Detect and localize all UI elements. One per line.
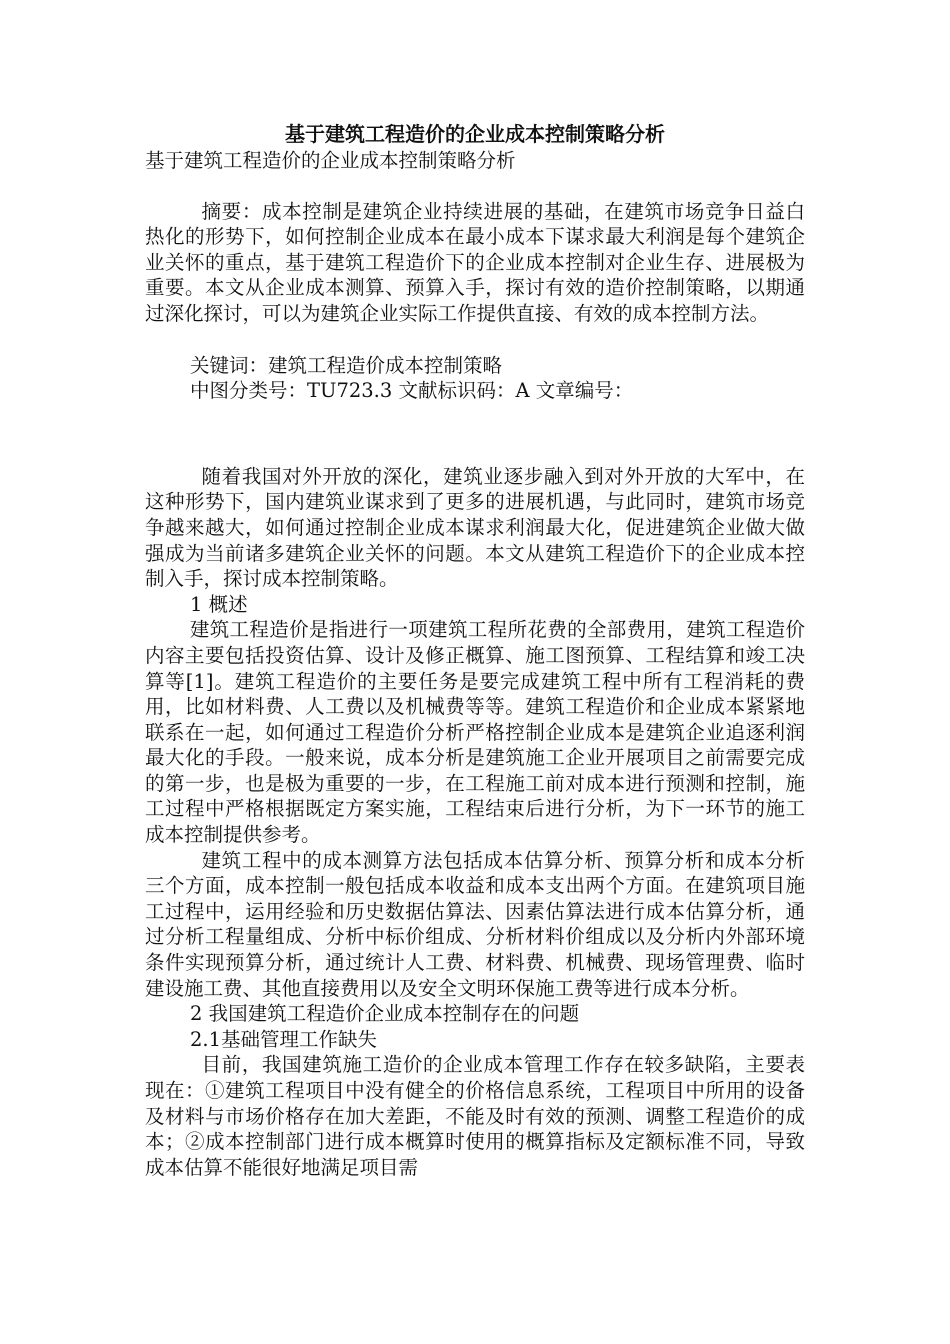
section-2-1-heading: 2.1基础管理工作缺失 bbox=[190, 1027, 378, 1051]
section-2-heading: 2 我国建筑工程造价企业成本控制存在的问题 bbox=[190, 1002, 580, 1026]
document-page bbox=[145, 120, 805, 1180]
spacer bbox=[145, 174, 805, 199]
document-subtitle: 基于建筑工程造价的企业成本控制策略分析 bbox=[145, 149, 516, 172]
classification-line: 中图分类号：TU723.3 文献标识码：A 文章编号： bbox=[190, 379, 634, 403]
document-title: 基于建筑工程造价的企业成本控制策略分析 bbox=[285, 122, 665, 146]
keywords-line: 关键词：建筑工程造价成本控制策略 bbox=[190, 353, 503, 377]
section-2-1-paragraph-1: 目前，我国建筑施工造价的企业成本管理工作存在较多缺陷，主要表现在：①建筑工程项目中没有健全的价格信息系统，工程项目中所用的设备及材料与市场价格存在加大差距，不能及时有效的预测、调整工程造价的成本；②成本控制部门进行成本概算时使用的概算指标及定额标准不同，导致成本估算不能很好地满足项目需 bbox=[145, 1053, 805, 1179]
abstract-paragraph: 摘要：成本控制是建筑企业持续进展的基础，在建筑市场竞争日益白热化的形势下，如何控制企业成本在最小成本下谋求最大利润是每个建筑企业关怀的重点，基于建筑工程造价下的企业成本控制对企业生存、进展极为重要。本文从企业成本测算、预算入手，探讨有效的造价控制策略，以期通过深化探讨，可以为建筑企业实际工作提供直接、有效的成本控制方法。 bbox=[145, 199, 805, 325]
section-1-paragraph-1: 建筑工程造价是指进行一项建筑工程所花费的全部费用，建筑工程造价内容主要包括投资估算、设计及修正概算、施工图预算、工程结算和竣工决算等[1]。建筑工程造价的主要任务是要完成建筑工程中所有工程消耗的费用，比如材料费、人工费以及机械费等等。建筑工程造价和企业成本紧紧地联系在一起，如何通过工程造价分析严格控制企业成本是建筑企业追逐利润最大化的手段。一般来说，成本分析是建筑施工企业开展项目之前需要完成的第一步，也是极为重要的一步，在工程施工前对成本进行预测和控制，施工过程中严格根据既定方案实施，工程结束后进行分析，为下一环节的施工成本控制提供参考。 bbox=[145, 618, 805, 847]
section-1-paragraph-2: 建筑工程中的成本测算方法包括成本估算分析、预算分析和成本分析三个方面，成本控制一般包括成本收益和成本支出两个方面。在建筑项目施工过程中，运用经验和历史数据估算法、因素估算法进行成本估算分析，通过分析工程量组成、分析中标价组成、分析材料价组成以及分析内外部环境条件实现预算分析，通过统计人工费、材料费、机械费、现场管理费、临时建设施工费、其他直接费用以及安全文明环保施工费等进行成本分析。 bbox=[145, 848, 805, 1000]
spacer bbox=[145, 327, 805, 353]
spacer bbox=[145, 404, 805, 464]
intro-paragraph: 随着我国对外开放的深化，建筑业逐步融入到对外开放的大军中，在这种形势下，国内建筑业谋求到了更多的进展机遇，与此同时，建筑市场竞争越来越大，如何通过控制企业成本谋求利润最大化，促进建筑企业做大做强成为当前诸多建筑企业关怀的问题。本文从建筑工程造价下的企业成本控制入手，探讨成本控制策略。 bbox=[145, 464, 805, 591]
section-1-heading: 1 概述 bbox=[190, 592, 248, 616]
